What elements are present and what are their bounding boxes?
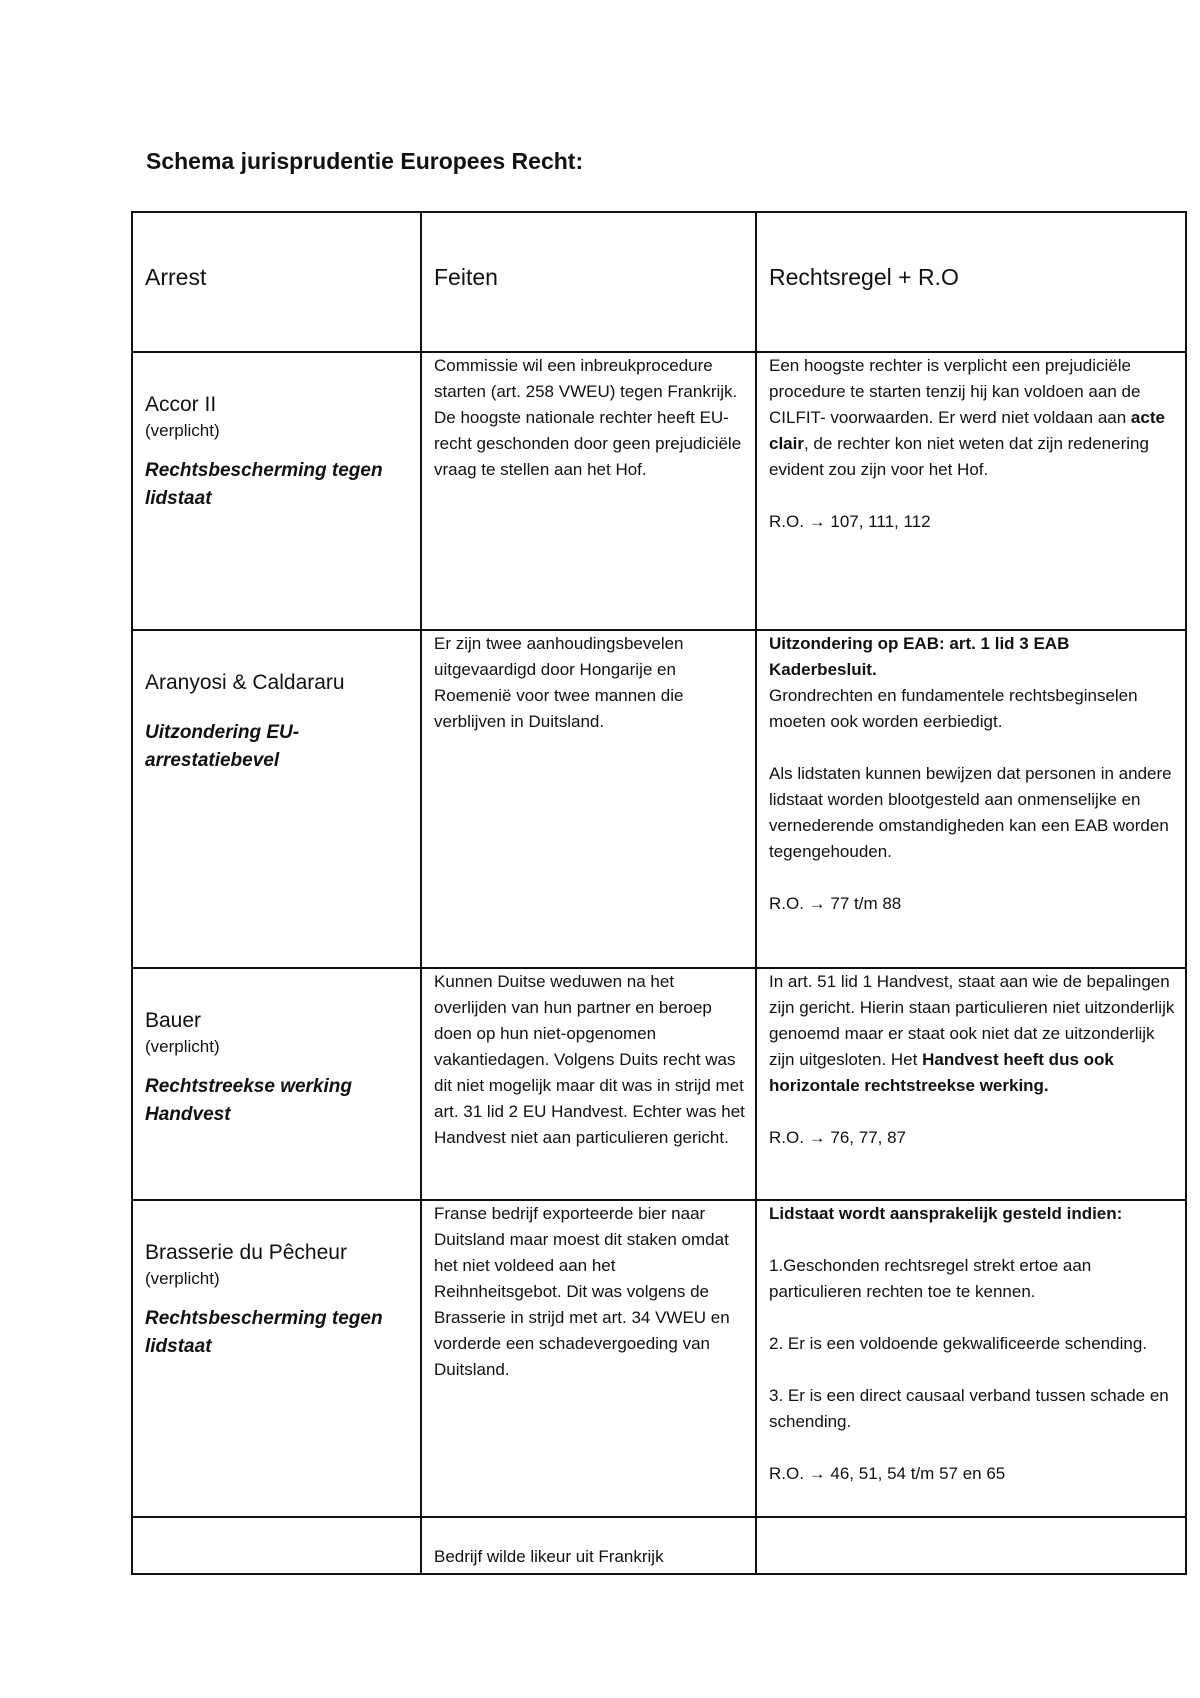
table-row — [132, 1517, 1186, 1574]
case-name: Aranyosi & Caldararu — [145, 671, 345, 694]
case-topic: Uitzondering EU-arrestatiebevel — [145, 722, 300, 771]
condition-1: 1.Geschonden rechtsregel strekt ertoe aan particulieren rechten toe te kennen. — [769, 1256, 1092, 1301]
case-topic: Rechtsbescherming tegen lidstaat — [145, 1308, 383, 1357]
rule-emphasis: Uitzondering op EAB: art. 1 lid 3 EAB Kaderbesluit. — [769, 634, 1070, 679]
condition-2: 2. Er is een voldoende gekwalificeerde schending. — [769, 1334, 1148, 1353]
rule-emphasis: Handvest heeft dus ook horizontale rechtstreekse werking. — [769, 1050, 1114, 1095]
feiten-text: Bedrijf wilde likeur uit Frankrijk — [434, 1547, 664, 1566]
rule-text: , de rechter kon niet weten dat zijn redenering evident zou zijn voor het Hof. — [769, 434, 1149, 479]
case-name: Bauer — [145, 1009, 202, 1032]
rechtsregel-cell — [756, 630, 1186, 968]
ro-reference: R.O. → 76, 77, 87 — [769, 1128, 907, 1147]
rechtsregel-cell — [756, 352, 1186, 630]
arrest-cell — [132, 630, 421, 968]
rule-text: In art. 51 lid 1 Handvest, staat aan wie de bepalingen zijn gericht. Hierin staan particulieren niet uitzonderlijk genoemd maar er staat ook niet dat ze uitzonderlijk zijn uitgesloten. Het — [769, 972, 1175, 1069]
case-note: (verplicht) — [145, 421, 220, 440]
table-row — [132, 1200, 1186, 1517]
rechtsregel-cell — [756, 968, 1186, 1200]
condition-3: 3. Er is een direct causaal verband tussen schade en schending. — [769, 1386, 1169, 1431]
table-row — [132, 968, 1186, 1200]
header-rechtsregel: Rechtsregel + R.O — [756, 212, 1186, 352]
arrest-cell — [132, 1200, 421, 1517]
feiten-cell — [421, 1517, 756, 1574]
feiten-cell: Commissie wil een inbreukprocedure starten (art. 258 VWEU) tegen Frankrijk. De hoogste nationale rechter heeft EU-recht geschonden door geen prejudiciële vraag te stellen aan het Hof. — [421, 352, 756, 630]
arrest-cell — [132, 968, 421, 1200]
ro-reference: R.O. → 46, 51, 54 t/m 57 en 65 — [769, 1464, 1006, 1483]
case-name: Brasserie du Pêcheur — [145, 1241, 347, 1264]
ro-reference: R.O. → 107, 111, 112 — [769, 512, 931, 531]
case-topic: Rechtsbescherming tegen lidstaat — [145, 460, 383, 509]
ro-reference: R.O. → 77 t/m 88 — [769, 894, 902, 913]
rule-text: Als lidstaten kunnen bewijzen dat personen in andere lidstaat worden blootgesteld aan onmenselijke en vernederende omstandigheden kan een EAB worden tegengehouden. — [769, 764, 1172, 861]
case-note: (verplicht) — [145, 1269, 220, 1288]
rule-text: Een hoogste rechter is verplicht een prejudiciële procedure te starten tenzij hij kan voldoen aan de CILFIT- voorwaarden. Er werd niet voldaan aan — [769, 356, 1141, 427]
rule-text: Grondrechten en fundamentele rechtsbeginselen moeten ook worden eerbiedigt. — [769, 686, 1138, 731]
case-name: Accor II — [145, 393, 217, 416]
case-note: (verplicht) — [145, 1037, 220, 1056]
table-row — [132, 630, 1186, 968]
table-row — [132, 352, 1186, 630]
feiten-cell: Er zijn twee aanhoudingsbevelen uitgevaardigd door Hongarije en Roemenië voor twee mannen die verblijven in Duitsland. — [421, 630, 756, 968]
header-feiten: Feiten — [421, 212, 756, 352]
rechtsregel-cell — [756, 1517, 1186, 1574]
rule-emphasis: Lidstaat wordt aansprakelijk gesteld indien: — [769, 1204, 1123, 1223]
page-title: Schema jurisprudentie Europees Recht: — [146, 148, 584, 174]
feiten-cell: Franse bedrijf exporteerde bier naar Duitsland maar moest dit staken omdat het niet voldeed aan het Reihnheitsgebot. Dit was volgens de Brasserie in strijd met art. 34 VWEU en vorderde een schadevergoeding van Duitsland. — [421, 1200, 756, 1517]
rule-emphasis: acte clair — [769, 408, 1165, 453]
feiten-cell: Kunnen Duitse weduwen na het overlijden van hun partner en beroep doen op hun niet-opgenomen vakantiedagen. Volgens Duits recht was dit niet mogelijk maar dit was in strijd met art. 31 lid 2 EU Handvest. Echter was het Handvest niet aan particulieren gericht. — [421, 968, 756, 1200]
table-header-row — [132, 212, 1186, 352]
arrest-cell — [132, 352, 421, 630]
rechtsregel-cell — [756, 1200, 1186, 1517]
case-topic: Rechtstreekse werking Handvest — [145, 1076, 352, 1125]
arrest-cell — [132, 1517, 421, 1574]
header-arrest: Arrest — [132, 212, 421, 352]
jurisprudence-table — [131, 211, 1187, 1575]
